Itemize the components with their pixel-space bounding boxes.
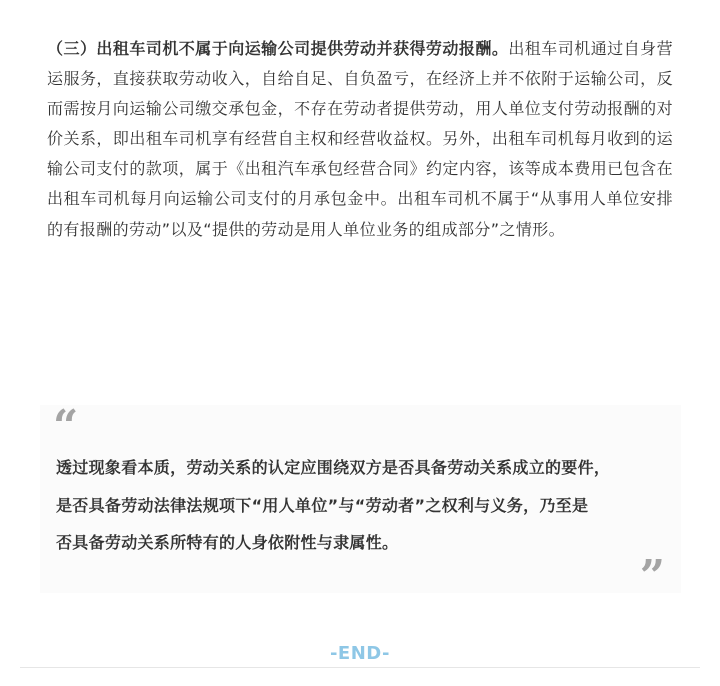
quote-text xyxy=(56,449,666,562)
end-marker xyxy=(0,642,720,666)
close-quote-icon: ” xyxy=(639,551,665,602)
quote-line: 透过现象看本质，劳动关系的认定应围绕双方是否具备劳动关系成立的要件， xyxy=(56,458,611,477)
quote-block xyxy=(40,401,681,602)
end-label: -END- xyxy=(329,643,391,664)
quote-line: 否具备劳动关系所特有的人身依附性与隶属性。 xyxy=(56,533,399,552)
open-quote-icon: “ xyxy=(53,401,79,452)
paragraph-body: 出租车司机通过自身营运服务，直接获取劳动收入，自给自足、自负盈亏，在经济上并不依附于运输公司，反而需按月向运输公司缴交承包金，不存在劳动者提供劳动，用人单位支付劳动报酬的对价关系，即出租车司机享有经营自主权和经营收益权。另外，出租车司机每月收到的运输公司支付的款项，属于《出租汽车承包经营合同》约定内容，该等成本费用已包含在出租车司机每月向运输公司支付的月承包金中。出租车司机不属于“从事用人单位安排的有报酬的劳动”以及“提供的劳动是用人单位业务的组成部分”之情形。 xyxy=(47,39,673,239)
article-paragraph xyxy=(47,34,673,245)
footer-divider xyxy=(20,667,700,668)
quote-line: 是否具备劳动法律法规项下“用人单位”与“劳动者”之权利与义务，乃至是 xyxy=(56,495,589,515)
section-heading: （三）出租车司机不属于向运输公司提供劳动并获得劳动报酬。 xyxy=(47,39,509,58)
